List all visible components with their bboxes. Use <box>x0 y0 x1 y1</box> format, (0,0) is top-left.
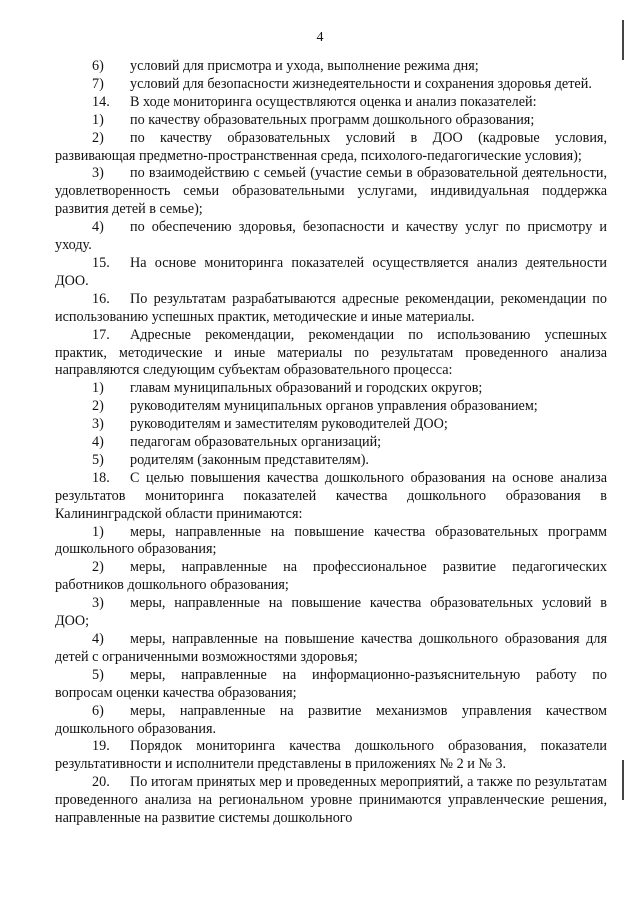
item-text: по обеспечению здоровья, безопасности и качеству услуг по присмотру и уходу. <box>55 219 607 254</box>
item-text: по качеству образовательных программ дошкольного образования; <box>130 111 535 128</box>
list-item <box>55 76 607 94</box>
item-number: 15. <box>92 254 110 271</box>
item-number: 5) <box>92 666 104 683</box>
list-item <box>55 452 607 470</box>
item-number: 4) <box>92 434 104 451</box>
item-number: 16. <box>92 290 110 307</box>
item-text: Адресные рекомендации, рекомендации по использованию успешных практик, методические и иные материалы по результатам проведенного анализа направляются следующим субъектам образовательного процесса: <box>55 326 607 379</box>
item-number: 17. <box>92 326 110 343</box>
item-text: педагогам образовательных организаций; <box>130 434 382 451</box>
scan-edge-line <box>622 760 624 800</box>
item-number: 2) <box>92 129 104 146</box>
numbered-paragraph <box>55 255 607 291</box>
item-text: По итогам принятых мер и проведенных мероприятий, а также по результатам проведенного анализа на региональном уровне принимаются управленческие решения, направленные на развитие системы дошкольного <box>55 774 607 827</box>
item-number: 1) <box>92 380 104 397</box>
item-text: Порядок мониторинга качества дошкольного образования, показатели результативности и исполнители представлены в приложениях № 2 и № 3. <box>55 738 607 773</box>
item-number: 1) <box>92 523 104 540</box>
item-number: 2) <box>92 559 104 576</box>
list-item <box>55 380 607 398</box>
item-number: 2) <box>92 398 104 415</box>
list-item <box>55 434 607 452</box>
item-text: меры, направленные на развитие механизмов управления качеством дошкольного образования. <box>55 702 607 737</box>
list-item <box>55 667 607 703</box>
item-text: условий для безопасности жизнедеятельности и сохранения здоровья детей. <box>130 75 592 92</box>
list-item <box>55 524 607 560</box>
item-number: 20. <box>92 774 110 791</box>
item-text: условий для присмотра и ухода, выполнение режима дня; <box>130 58 479 74</box>
item-number: 4) <box>92 219 104 236</box>
list-item <box>55 559 607 595</box>
scan-edge-line <box>622 20 624 60</box>
item-number: 1) <box>92 111 104 128</box>
item-text: С целью повышения качества дошкольного образования на основе анализа результатов мониторинга показателей качества дошкольного образования в Калининградской области принимаются: <box>55 469 607 522</box>
list-item <box>55 130 607 166</box>
item-text: по взаимодействию с семьей (участие семьи в образовательной деятельности, удовлетворенность семьи образовательными услугами, индивидуальная поддержка развития детей в семье); <box>55 165 607 218</box>
item-number: 3) <box>92 416 104 433</box>
list-item <box>55 58 607 76</box>
item-text: руководителям и заместителям руководителей ДОО; <box>130 416 448 433</box>
item-text: меры, направленные на повышение качества дошкольного образования для детей с ограниченными возможностями здоровья; <box>55 631 607 665</box>
item-text: меры, направленные на информационно-разъяснительную работу по вопросам оценки качества образования; <box>55 666 607 701</box>
list-item <box>55 631 607 667</box>
item-text: В ходе мониторинга осуществляются оценка и анализ показателей: <box>130 93 537 110</box>
item-number: 18. <box>92 469 110 486</box>
item-text: родителям (законным представителям). <box>130 451 369 468</box>
list-item <box>55 398 607 416</box>
item-number: 14. <box>92 93 110 110</box>
numbered-paragraph <box>55 774 607 828</box>
item-text: меры, направленные на повышение качества образовательных программ дошкольного образования; <box>55 523 607 558</box>
item-number: 19. <box>92 738 110 755</box>
item-text: На основе мониторинга показателей осуществляется анализ деятельности ДОО. <box>55 254 607 289</box>
item-number: 6) <box>92 58 104 74</box>
page-number: 4 <box>316 30 324 45</box>
numbered-paragraph <box>55 327 607 381</box>
list-item <box>55 416 607 434</box>
list-item <box>55 219 607 255</box>
item-number: 5) <box>92 451 104 468</box>
item-number: 6) <box>92 702 104 719</box>
item-text: по качеству образовательных условий в ДОО (кадровые условия, развивающая предметно-пространственная среда, психолого-педагогические условия); <box>55 129 607 164</box>
item-text: меры, направленные на профессиональное развитие педагогических работников дошкольного образования; <box>55 559 607 594</box>
numbered-paragraph <box>55 291 607 327</box>
numbered-paragraph <box>55 738 607 774</box>
list-item <box>55 165 607 219</box>
list-item <box>55 112 607 130</box>
document-body <box>55 58 607 828</box>
item-number: 3) <box>92 165 104 182</box>
item-number: 4) <box>92 631 104 647</box>
item-text: По результатам разрабатываются адресные рекомендации, рекомендации по использованию успешных практик, методические и иные материалы. <box>55 290 607 325</box>
item-text: руководителям муниципальных органов управления образованием; <box>130 398 538 415</box>
numbered-paragraph <box>55 470 607 524</box>
numbered-paragraph <box>55 94 607 112</box>
item-text: меры, направленные на повышение качества образовательных условий в ДОО; <box>55 595 607 630</box>
list-item <box>55 703 607 739</box>
item-number: 7) <box>92 75 104 92</box>
item-text: главам муниципальных образований и городских округов; <box>130 380 483 397</box>
item-number: 3) <box>92 595 104 612</box>
list-item <box>55 595 607 631</box>
